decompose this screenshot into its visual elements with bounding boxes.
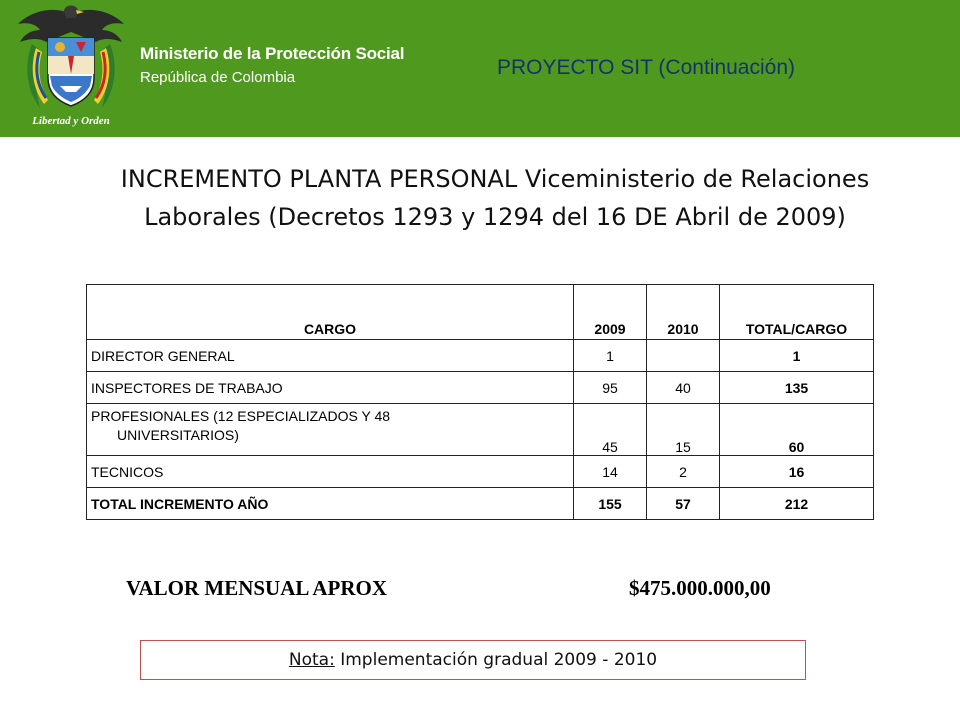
column-header-2009: 2009: [574, 285, 647, 340]
cell-2009: 1: [574, 340, 647, 372]
table-row: [87, 456, 874, 488]
cell-2010: [647, 340, 720, 372]
cell-2009: 95: [574, 372, 647, 404]
note-text: Implementación gradual 2009 - 2010: [334, 650, 658, 670]
colombia-coat-of-arms-icon: [10, 4, 132, 132]
slide-title: INCREMENTO PLANTA PERSONAL Viceministerio de Relaciones Laborales (Decretos 1293 y 1294 del 16 DE Abril de 2009): [120, 165, 870, 231]
ministry-name: Ministerio de la Protección Social: [140, 44, 405, 63]
monthly-value-amount: $475.000.000,00: [629, 576, 771, 600]
cell-total: 60: [720, 404, 874, 456]
cell-cargo: INSPECTORES DE TRABAJO: [87, 372, 574, 404]
svg-text:Libertad y Orden: Libertad y Orden: [32, 115, 110, 127]
cell-total: 16: [720, 456, 874, 488]
cell-2010: 57: [647, 488, 720, 520]
project-title: PROYECTO SIT (Continuación): [497, 56, 795, 79]
table-total-row: [87, 488, 874, 520]
cell-2009: 45: [574, 404, 647, 456]
cell-cargo: DIRECTOR GENERAL: [87, 340, 574, 372]
note-box: [140, 640, 806, 680]
cell-2010: 40: [647, 372, 720, 404]
monthly-value-label: VALOR MENSUAL APROX: [126, 576, 387, 600]
cell-total: 212: [720, 488, 874, 520]
column-header-total: TOTAL/CARGO: [720, 285, 874, 340]
table-row: [87, 340, 874, 372]
cell-cargo-line1: PROFESIONALES (12 ESPECIALIZADOS Y 48: [91, 408, 391, 424]
column-header-cargo: CARGO: [87, 285, 574, 340]
cell-total: 1: [720, 340, 874, 372]
personnel-table: [86, 284, 874, 520]
cell-2010: 2: [647, 456, 720, 488]
cell-total: 135: [720, 372, 874, 404]
header-bar: [0, 0, 960, 137]
cell-2010: 15: [647, 404, 720, 456]
cell-2009: 14: [574, 456, 647, 488]
cell-cargo: [87, 404, 574, 456]
table-header-row: [87, 285, 874, 340]
country-name: República de Colombia: [140, 69, 296, 86]
table-row: [87, 372, 874, 404]
cell-2009: 155: [574, 488, 647, 520]
column-header-2010: 2010: [647, 285, 720, 340]
cell-cargo: TECNICOS: [87, 456, 574, 488]
note-label: Nota:: [288, 650, 335, 670]
ministry-block: [140, 44, 404, 86]
cell-cargo: TOTAL INCREMENTO AÑO: [87, 488, 574, 520]
cell-cargo-line2: UNIVERSITARIOS): [117, 427, 239, 443]
table-row: [87, 404, 874, 456]
